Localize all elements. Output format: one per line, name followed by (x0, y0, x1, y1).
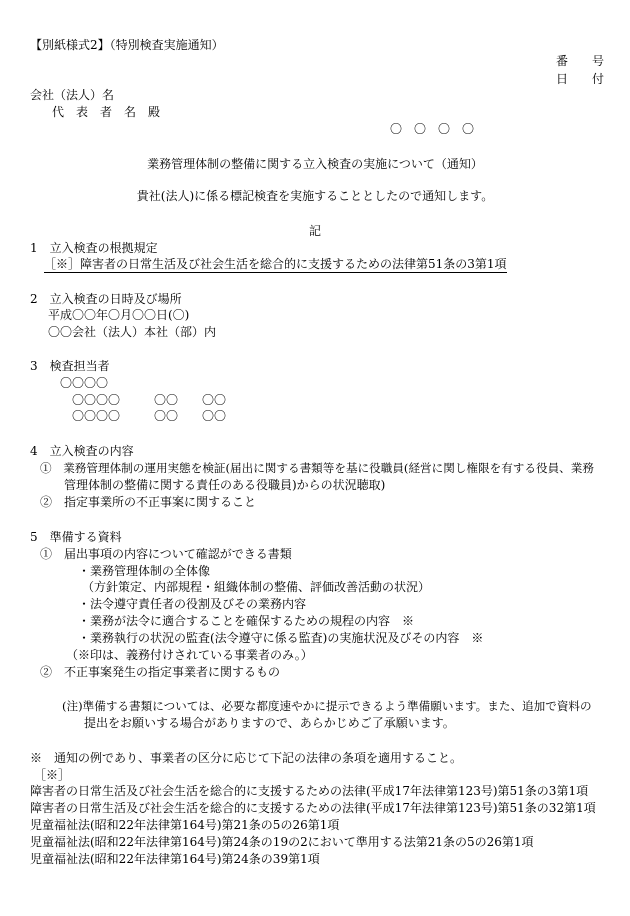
section5-heading: 5 準備する資料 (30, 530, 122, 544)
inspector-row-col3: 〇〇 (202, 409, 227, 423)
footnote-mark: ［※］ (34, 768, 71, 782)
section2-heading: 2 立入検査の日時及び場所 (30, 292, 182, 306)
footnote-line1: ※ 通知の例であり、事業者の区分に応じて下記の法律の条項を適用すること。 (30, 751, 463, 765)
law-reference: 障害者の日常生活及び社会生活を総合的に支援するための法律(平成17年法律第123号)第51条の32第1項 (30, 801, 596, 815)
note-line2: 提出をお願いする場合がありますので、あらかじめご了承願います。 (84, 716, 455, 730)
inspector-row-col2: 〇〇 (154, 393, 179, 407)
section3-heading: 3 検査担当者 (30, 359, 110, 373)
material-bullet: （方針策定、内部規程・組織体制の整備、評価改善活動の状況） (82, 580, 431, 594)
note-line1: (注)準備する書類については、必要な都度速やかに提示できるよう準備願います。また、追加で資料の (62, 699, 592, 713)
section4-heading: 4 立入検査の内容 (30, 444, 134, 458)
recipient-representative: 代 表 者 名 殿 (52, 105, 161, 119)
law-reference: 障害者の日常生活及び社会生活を総合的に支援するための法律(平成17年法律第123号)第51条の3第1項 (30, 784, 589, 798)
section1-heading: 1 立入検査の根拠規定 (30, 241, 158, 255)
recipient-company: 会社（法人）名 (30, 88, 115, 102)
material-bullet: ・法令遵守責任者の役割及びその業務内容 (78, 597, 307, 611)
date-label: 日 付 (556, 72, 605, 86)
intro-text: 貴社(法人)に係る標記検査を実施することとしたので通知します。 (136, 189, 494, 203)
section5-item2: ② 不正事案発生の指定事業者に関するもの (40, 665, 281, 679)
sender-name: 〇 〇 〇 〇 (390, 122, 475, 136)
inspector-row-name: 〇〇〇〇 (72, 409, 121, 423)
inspector-row-col2: 〇〇 (154, 409, 179, 423)
law-reference: 児童福祉法(昭和22年法律第164号)第24条の39第1項 (30, 852, 320, 866)
ki-marker: 記 (308, 224, 321, 238)
section4-item1-line2: 管理体制の整備に関する責任のある役職員)からの状況聴取) (64, 478, 386, 492)
form-label: 【別紙様式2】（特別検査実施通知） (30, 38, 224, 52)
material-bullet: ・業務管理体制の全体像 (78, 564, 211, 578)
section1-basis (44, 255, 507, 273)
law-reference: 児童福祉法(昭和22年法律第164号)第21条の5の26第1項 (30, 818, 340, 832)
inspector-row-name: 〇〇〇〇 (72, 393, 121, 407)
material-note: （※印は、義務付けされている事業者のみ。） (66, 648, 313, 662)
material-bullet: ・業務執行の状況の監査(法令遵守に係る監査)の実施状況及びその内容 ※ (78, 631, 484, 645)
section5-item1: ① 届出事項の内容について確認ができる書類 (40, 547, 292, 561)
section4-item1-line1: ① 業務管理体制の運用実態を検証(届出に関する書類等を基に役職員(経営に関し権限を有する役員、業務 (40, 461, 594, 475)
law-reference: 児童福祉法(昭和22年法律第164号)第24条の19の2において準用する法第21条の5の26第1項 (30, 835, 534, 849)
number-label: 番 号 (556, 54, 605, 68)
inspector-row-col3: 〇〇 (202, 393, 227, 407)
material-bullet: ・業務が法令に適合することを確保するための規程の内容 ※ (78, 614, 415, 628)
section2-datetime: 平成〇〇年〇月〇〇日(〇) (48, 308, 190, 322)
document-title: 業務管理体制の整備に関する立入検査の実施について（通知） (147, 157, 483, 171)
section1-basis-text: ［※］障害者の日常生活及び社会生活を総合的に支援するための法律第51条の3第1項 (44, 257, 507, 271)
section2-place: 〇〇会社（法人）本社（部）内 (48, 325, 217, 339)
inspector-lead: 〇〇〇〇 (60, 376, 109, 390)
section4-item2: ② 指定事業所の不正事案に関すること (40, 495, 257, 509)
